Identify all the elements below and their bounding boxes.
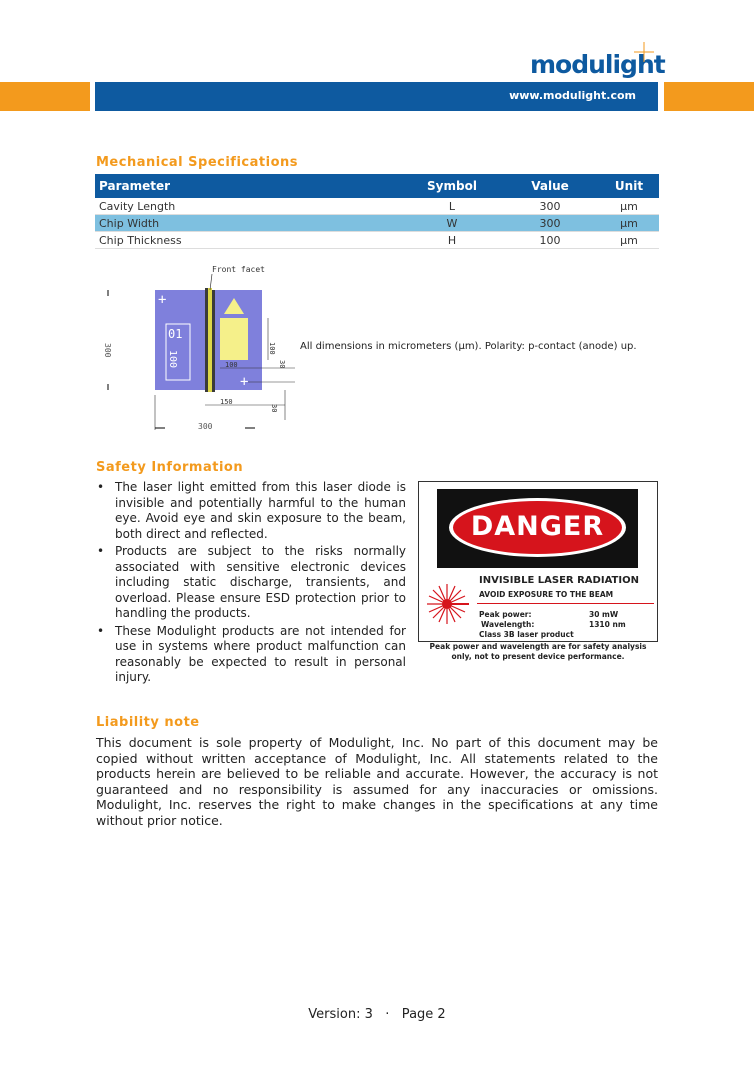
peak-power-label: Peak power: xyxy=(479,610,532,619)
table-row-highlighted xyxy=(95,215,659,232)
cell-symbol: H xyxy=(403,232,501,249)
danger-panel xyxy=(437,489,638,568)
dim-100-horizontal: 100 xyxy=(225,361,238,369)
table-header-row xyxy=(95,174,659,198)
chip-dim-100-rot: 100 xyxy=(167,350,178,369)
logo-text: modulight xyxy=(530,50,665,79)
cell-symbol: L xyxy=(403,198,501,215)
safety-info-title: Safety Information xyxy=(96,460,244,475)
cell-symbol: W xyxy=(403,215,501,232)
list-item: • Products are subject to the risks normally associated with sensitive electronic devices including static discharge, transients, and overload. Please ensure ESD protection prior to handling the products. xyxy=(95,544,406,622)
dim-100-right: 100 xyxy=(268,342,276,355)
liability-text: This document is sole property of Modulight, Inc. No part of this document may be copied without written acceptance of Modulight, Inc. All statements related to the products herein are believed to be reliable and accurate. However, the accuracy is not guaranteed and no responsibility is assumed for any inaccuracies or omissions. Modulight, Inc. reserves the right to make changes in the specifications at any time without prior notice. xyxy=(96,735,658,828)
column-header-parameter: Parameter xyxy=(95,174,403,198)
logo-star-icon xyxy=(634,42,654,62)
header-bar-left xyxy=(0,82,90,111)
danger-heading: DANGER xyxy=(470,511,605,542)
wavelength-label: Wavelength: xyxy=(481,620,535,629)
list-item: • The laser light emitted from this laser diode is invisible and potentially harmful to the human eye. Avoid eye and skin exposure to the beam, both direct and reflected. xyxy=(95,480,406,542)
cell-parameter: Cavity Length xyxy=(95,198,403,215)
cell-unit: μm xyxy=(599,215,659,232)
dim-150: 150 xyxy=(220,398,233,406)
cell-parameter: Chip Width xyxy=(95,215,403,232)
version-page-label: Version: 3 · Page 2 xyxy=(308,1007,446,1022)
liability-title: Liability note xyxy=(96,715,200,730)
cell-value: 300 xyxy=(501,198,599,215)
wavelength-value: 1310 nm xyxy=(589,620,626,629)
column-header-unit: Unit xyxy=(599,174,659,198)
chip-dimension-diagram xyxy=(100,260,300,432)
peak-power-value: 30 mW xyxy=(589,610,619,619)
laser-class-text: Class 3B laser product xyxy=(479,630,574,639)
sign-caption-line-2: only, not to present device performance. xyxy=(451,652,625,661)
laser-danger-sign xyxy=(418,481,658,642)
mechanical-specs-title: Mechanical Specifications xyxy=(96,155,298,170)
chip-pad xyxy=(220,318,248,360)
cell-unit: μm xyxy=(599,198,659,215)
list-item: • These Modulight products are not intended for use in systems where product malfunction can reasonably be expected to result in personal injury. xyxy=(95,624,406,686)
column-header-value: Value xyxy=(501,174,599,198)
dim-30-b: 30 xyxy=(270,404,278,413)
mechanical-specs-table xyxy=(95,174,659,249)
chip-id-label: 01 xyxy=(168,327,183,341)
header-bar-right xyxy=(664,82,754,111)
plus-marker-top: + xyxy=(158,292,167,308)
column-header-symbol: Symbol xyxy=(403,174,501,198)
dim-300-bottom: 300 xyxy=(198,422,213,431)
sign-caption xyxy=(418,642,658,662)
page-footer xyxy=(0,1007,754,1022)
website-link[interactable]: www.modulight.com xyxy=(509,89,636,102)
sign-line-2: AVOID EXPOSURE TO THE BEAM xyxy=(479,590,614,599)
front-facet-label: Front facet xyxy=(212,265,265,274)
sign-caption-line-1: Peak power and wavelength are for safety analysis xyxy=(429,642,647,651)
dim-300-left: 300 xyxy=(103,343,112,358)
modulight-logo xyxy=(530,50,665,79)
sign-line-1: INVISIBLE LASER RADIATION xyxy=(479,575,639,586)
dim-30-a: 30 xyxy=(278,360,286,369)
table-row xyxy=(95,198,659,215)
cell-parameter: Chip Thickness xyxy=(95,232,403,249)
cell-value: 100 xyxy=(501,232,599,249)
table-row xyxy=(95,232,659,249)
plus-marker-bottom: + xyxy=(240,374,249,390)
cell-unit: μm xyxy=(599,232,659,249)
safety-list xyxy=(95,480,406,688)
diagram-note: All dimensions in micrometers (µm). Polarity: p-contact (anode) up. xyxy=(300,341,637,352)
cell-value: 300 xyxy=(501,215,599,232)
laser-starburst-icon xyxy=(425,582,469,626)
